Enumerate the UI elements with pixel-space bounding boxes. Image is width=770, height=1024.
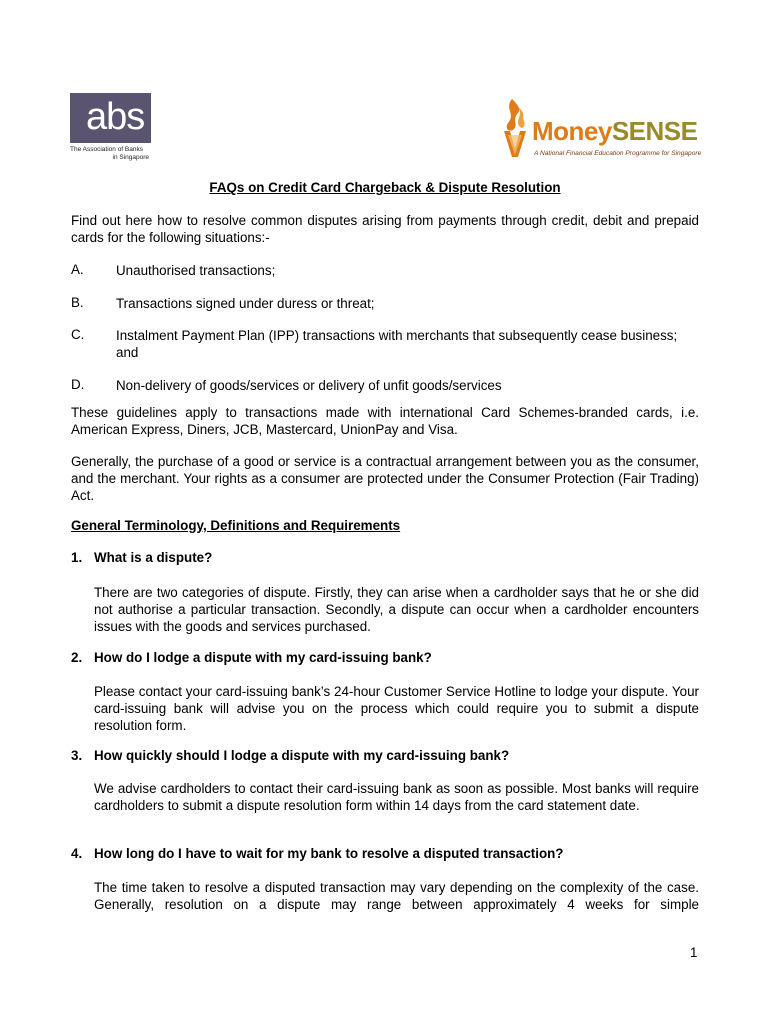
faq-question: 2. How do I lodge a dispute with my card-issuing bank? bbox=[71, 650, 432, 665]
situation-text: Instalment Payment Plan (IPP) transactions with merchants that subsequently cease business; and bbox=[116, 328, 678, 360]
situation-letter: B. bbox=[71, 295, 84, 310]
abs-logo-caption bbox=[70, 146, 151, 162]
faq-answer: There are two categories of dispute. Firstly, they can arise when a cardholder says that he or she did not authorise a particular transaction. Secondly, a dispute can occur when a cardholder encounters issues with the goods and services purchased. bbox=[94, 585, 699, 634]
faq-answer: Please contact your card-issuing bank’s 24-hour Customer Service Hotline to lodge your dispute. Your card-issuing bank will advise you on the process which could require you to submit a dispute resolution form. bbox=[94, 684, 699, 733]
faq-answer: We advise cardholders to contact their card-issuing bank as soon as possible. Most banks will require cardholders to submit a dispute resolution form within 14 days from the card statement date. bbox=[94, 781, 699, 813]
situation-text: Non-delivery of goods/services or delivery of unfit goods/services bbox=[116, 378, 502, 393]
abs-caption-line2: in Singapore bbox=[112, 154, 149, 161]
document-title: FAQs on Credit Card Chargeback & Dispute Resolution bbox=[209, 180, 561, 195]
abs-logo-mark bbox=[70, 93, 151, 143]
faq-question: 4. How long do I have to wait for my bank to resolve a disputed transaction? bbox=[71, 846, 564, 861]
abs-caption-line1: The Association of Banks bbox=[70, 146, 143, 153]
page-number: 1 bbox=[690, 945, 698, 960]
situation-text: Unauthorised transactions; bbox=[116, 263, 276, 278]
guidelines-paragraph: These guidelines apply to transactions made with international Card Schemes-branded cards, i.e. American Express, Diners, JCB, Mastercard, UnionPay and Visa. bbox=[71, 405, 699, 437]
situation-text: Transactions signed under duress or threat; bbox=[116, 296, 375, 311]
situation-letter: C. bbox=[71, 327, 85, 342]
faq-answer: The time taken to resolve a disputed transaction may vary depending on the complexity of the case. Generally, resolution on a dispute may range between approximately 4 weeks for simple bbox=[94, 880, 699, 912]
intro-paragraph: Find out here how to resolve common disputes arising from payments through credit, debit and prepaid cards for the following situations:- bbox=[71, 213, 699, 245]
general-paragraph: Generally, the purchase of a good or service is a contractual arrangement between you as the consumer, and the merchant. Your rights as a consumer are protected under the Consumer Protection (Fair Trading) Act. bbox=[71, 454, 699, 503]
flame-icon bbox=[498, 95, 532, 163]
moneysense-logo bbox=[498, 95, 702, 165]
section-heading: General Terminology, Definitions and Requirements bbox=[71, 518, 401, 533]
situation-letter: D. bbox=[71, 377, 85, 392]
abs-logo-word: abs bbox=[86, 96, 145, 138]
situation-letter: A. bbox=[71, 262, 84, 277]
faq-question: 1. What is a dispute? bbox=[71, 550, 213, 565]
moneysense-tagline: A National Financial Education Programme for Singapore bbox=[534, 150, 702, 157]
faq-question: 3. How quickly should I lodge a dispute with my card-issuing bank? bbox=[71, 748, 510, 763]
moneysense-wordmark: MoneySENSE bbox=[532, 116, 698, 146]
abs-logo bbox=[70, 93, 151, 163]
